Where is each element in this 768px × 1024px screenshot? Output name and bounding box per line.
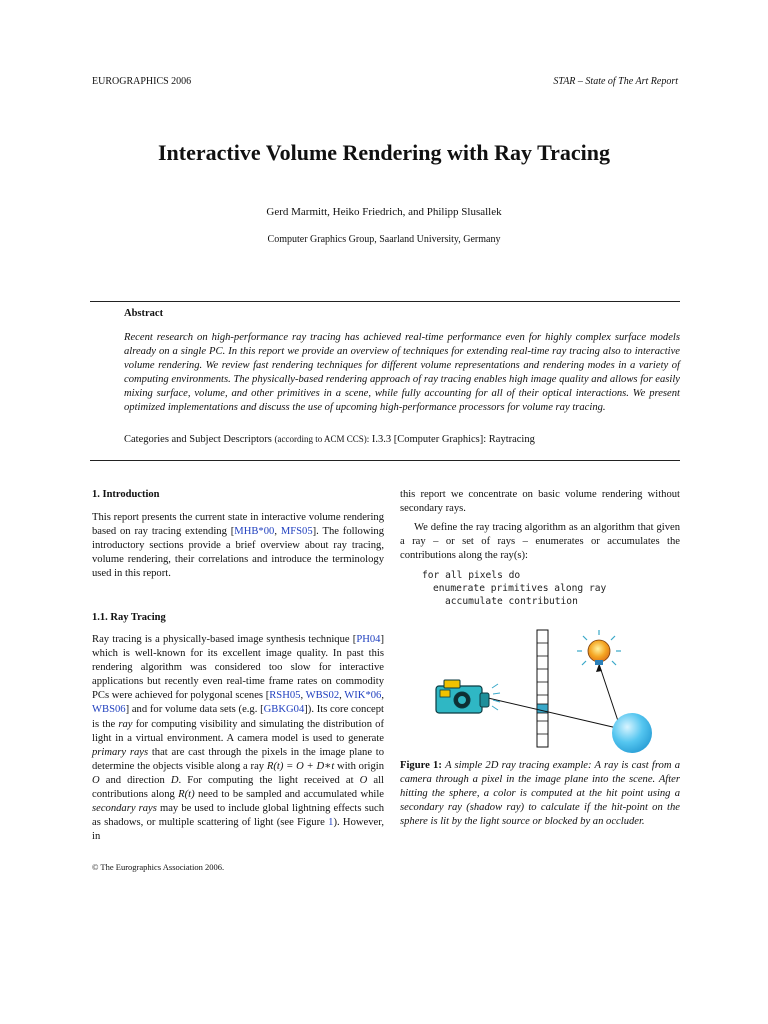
column2-paragraph-2: We define the ray tracing algorithm as an algorithm that given a ray – or set of rays – enumerates or accumulates the contributions along the ray(s): [400,522,680,562]
abstract-top-rule [90,301,680,302]
running-header-left: EUROGRAPHICS 2006 [92,76,192,87]
categories-label: Categories and Subject Descriptors [124,434,272,445]
categories-note: (according to ACM CCS): [274,434,370,444]
citation-link[interactable]: WBS02 [305,690,340,702]
pseudocode-line-1: for all pixels do [422,570,521,581]
running-header-right: STAR – State of The Art Report [553,76,678,87]
subject-descriptors [124,434,535,445]
citation-link[interactable]: WBS06 [92,704,126,716]
sphere-object [612,713,652,753]
primary-ray [488,698,617,728]
citation-link[interactable]: MFS05 [280,526,313,538]
citation-link[interactable]: MHB*00 [234,526,275,538]
copyright-notice: © The Eurographics Association 2006. [92,862,225,872]
introduction-paragraph: This report presents the current state in interactive volume rendering based on ray tracing extending [MHB*00, MFS05]. The following introductory sections provide a brief overview about ray tracing, volume rendering, their correlations and introduce the terminology used in this report. [92,512,385,580]
figure-ray-tracing-diagram [400,620,680,755]
categories-value: I.3.3 [Computer Graphics]: Raytracing [371,434,535,445]
image-plane [537,630,548,747]
column2-paragraph-1: this report we concentrate on basic volume rendering without secondary rays. [400,489,680,515]
light-bulb-icon [577,630,621,665]
section-heading-ray-tracing: 1.1. Ray Tracing [92,612,166,623]
camera-icon [436,680,500,713]
shadow-ray [599,664,619,724]
pseudocode-line-2: enumerate primitives along ray [433,583,607,594]
paper-authors: Gerd Marmitt, Heiko Friedrich, and Philipp Slusallek [266,206,502,218]
figure-caption [400,759,680,829]
citation-link[interactable]: WIK*06 [344,690,382,702]
pseudocode-line-3: accumulate contribution [445,596,578,607]
citation-link[interactable]: GBKG04 [263,704,305,716]
citation-link[interactable]: RSH05 [269,690,301,702]
section-heading-introduction: 1. Introduction [92,489,160,500]
abstract-bottom-rule [90,460,680,461]
ray-tracing-paragraph: Ray tracing is a physically-based image synthesis technique [PH04] which is well-known for its excellent image quality. In past this rendering algorithm was considered too slow for interactive applications but recently even real-time frame rates on commodity PCs were achieved for polygonal scenes [RSH05, WBS02, WIK*06, WBS06] and for volume data sets (e.g. [GBKG04]). Its core concept is the ray for computing visibility and simulating the distribution of light in a virtual environment. A camera model is used to generate primary rays that are cast through the pixels in the image plane to determine the objects visible along a ray R(t) = O + D∗t with origin O and direction D. For computing the light received at O all contributions along R(t) need to be sampled and accumulated while secondary rays may be used to include global lightning effects such as shadows, or multiple scattering of light (see Figure 1). However, in [92,634,385,843]
paper-affiliation: Computer Graphics Group, Saarland University, Germany [267,234,501,245]
abstract-text: Recent research on high-performance ray tracing has achieved real-time performance even for highly complex surface models already on a single PC. In this report we provide an overview of techniques for extending real-time ray tracing also to interactive volume rendering. We review fast rendering techniques for different volume representations and rendering modes in a variety of computing environments. The physically-based rendering approach of ray tracing enables high image quality and allows for easily mixing surface, volume, and other primitives in a scene, while fully accounting for all of their optical interactions. We present optimized implementations and discuss the use of upcoming high-performance processors for volume ray tracing. [124,332,680,413]
figure-caption-text: A simple 2D ray tracing example: A ray is cast from a camera through a pixel in the image plane into the scene. After hitting the sphere, a color is computed at the hit point using a secondary ray (shadow ray) to calculate if the hit-point on the sphere is lit by the light source or blocked by an occluder. [400,760,681,827]
figure-reference-link[interactable]: 1 [328,817,334,829]
ray-equation: R(t) = O + D∗t [266,760,335,772]
abstract-heading: Abstract [124,308,164,319]
figure-label: Figure 1: [400,760,442,771]
citation-link[interactable]: PH04 [356,634,381,645]
paper-title: Interactive Volume Rendering with Ray Tracing [158,140,610,165]
